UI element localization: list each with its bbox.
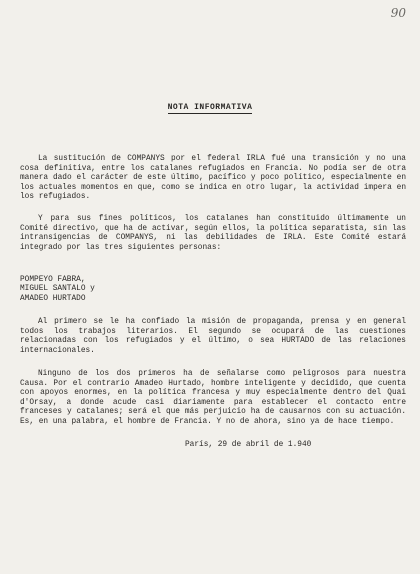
paragraph-4: Ninguno de los dos primeros ha de señalarse como peligrosos para nuestra Causa. Por el contrario Amadeo Hurtado, hombre inteligente y decidido, que cuenta con apoyos enormes, en la política francesa y muy especialmente dentro del Quai d'Orsay, a donde acude casi diariamente para establecer el contacto entre franceses y catalanes; será el que más perjuicio ha de causarnos con su actuación. Es, en una palabra, el hombre de Francia. Y no de ahora, sino ya de hace tiempo. xyxy=(20,370,406,426)
paragraph-1: La sustitución de COMPANYS por el federal IRLA fué una transición y no una cosa definitiva, entre los catalanes refugiados en Francia. No podía ser de otra manera dado el carácter de este último, pacífico y poco político, especialmente en los actuales momentos en que, como se indica en otro lugar, la actividad impera en los refugiados. xyxy=(20,155,406,202)
paragraph-3: Al primero se le ha confiado la misión de propaganda, prensa y en general todos los trabajos literarios. El segundo se ocupará de las cuestiones relacionadas con los refugiados y el último, o sea HURTADO de las relaciones internacionales. xyxy=(20,318,406,355)
place-date-signature: París, 29 de abril de 1.940 xyxy=(185,441,312,449)
document-title-wrapper xyxy=(0,103,420,112)
page-folio-number: 90 xyxy=(390,6,406,20)
document-title: NOTA INFORMATIVA xyxy=(167,103,253,112)
committee-name-2: MIGUEL SANTALO y xyxy=(20,285,95,294)
committee-name-3: AMADEO HURTADO xyxy=(20,294,86,303)
committee-name-1: POMPEYO FABRA, xyxy=(20,276,86,284)
paragraph-2: Y para sus fines políticos, los catalanes han constituido últimamente un Comité directivo, que ha de activar, según ellos, la política separatista, sin las intransigencias de COMPANYS, ni las debilidades de IRLA. Este Comité estará integrado por las tres siguientes personas: xyxy=(20,215,406,252)
committee-names-list xyxy=(20,276,95,304)
